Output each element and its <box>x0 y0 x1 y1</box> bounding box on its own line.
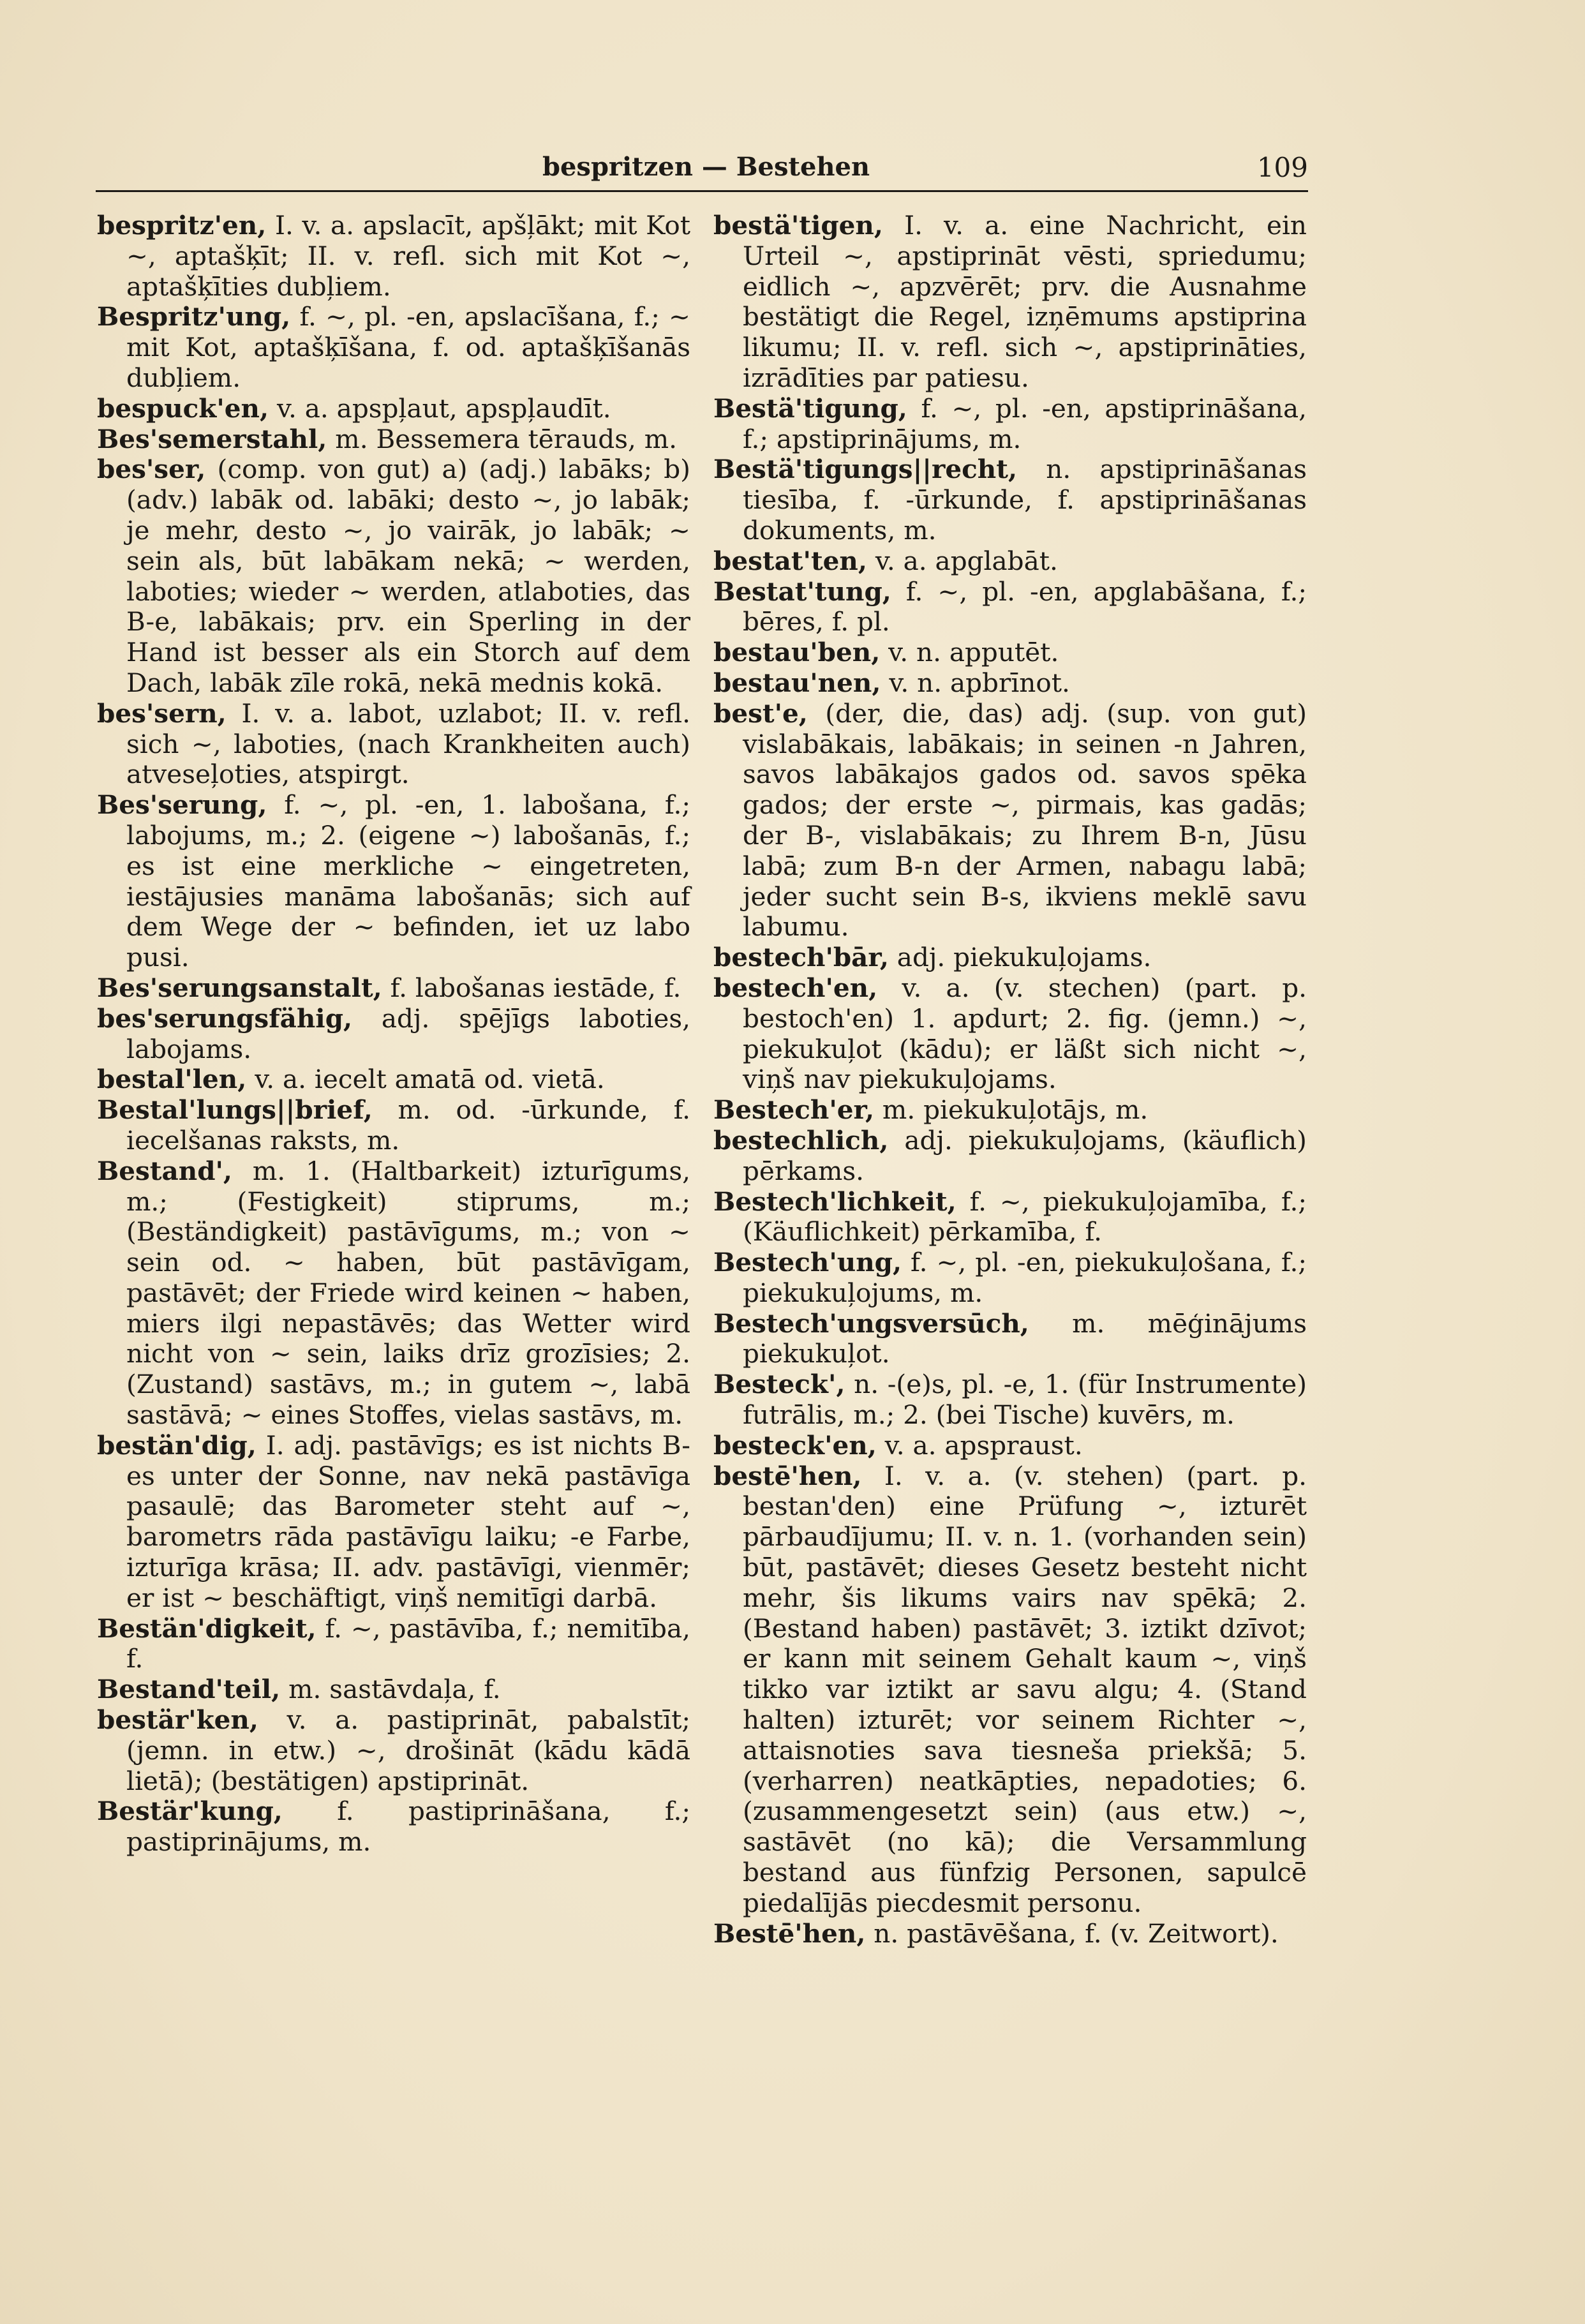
running-header <box>96 147 1308 191</box>
dictionary-entry <box>713 1919 1307 1949</box>
entry-definition: adj. spējīgs laboties, labojams. <box>126 1002 690 1064</box>
entry-headword: Bestär'kung, <box>97 1796 283 1827</box>
dictionary-entry <box>713 211 1307 394</box>
entry-definition: m. mēģinājums piekukuļot. <box>743 1307 1307 1369</box>
dictionary-entry <box>713 1431 1307 1461</box>
entry-headword: bestär'ken, <box>97 1704 258 1736</box>
entry-headword: Bes'semerstahl, <box>97 423 327 454</box>
dictionary-entry <box>713 942 1307 973</box>
entry-headword: bes'ser, <box>97 454 206 485</box>
entry-definition: v. a. pastiprināt, pabalstīt; (jemn. in etw.) ~, drošināt (kādu kādā lietā); (bestätigen) apstiprināt. <box>126 1704 690 1796</box>
entry-definition: f. ~, pl. -en, apglabāšana, f.; bēres, f. pl. <box>743 576 1307 637</box>
dictionary-entry <box>97 1431 690 1614</box>
entry-definition: I. v. a. labot, uzlabot; II. v. refl. sich ~, laboties, (nach Krankheiten auch) atveseļoties, atspirgt. <box>126 697 690 790</box>
entry-definition: v. a. apglabāt. <box>867 545 1058 576</box>
entry-headword: bestat'ten, <box>713 545 867 576</box>
dictionary-entry <box>713 668 1307 699</box>
entry-headword: bespuck'en, <box>97 392 269 424</box>
dictionary-entry <box>713 1369 1307 1431</box>
entry-definition: f. ~, pl. -en, piekukuļošana, f.; piekukuļojums, m. <box>743 1247 1307 1308</box>
right-column <box>713 211 1307 1949</box>
dictionary-entry <box>97 973 690 1004</box>
dictionary-entry <box>97 1796 690 1858</box>
entry-headword: bespritz'en, <box>97 210 267 241</box>
entry-headword: bes'sern, <box>97 697 227 729</box>
entry-headword: best'e, <box>713 697 808 729</box>
entry-definition: f. ~, pl. -en, apslacīšana, f.; ~ mit Kot, aptašķīšana, f. od. aptašķīšanās dubļiem. <box>126 301 690 393</box>
entry-headword: Besteck', <box>713 1369 845 1400</box>
dictionary-entry <box>713 699 1307 942</box>
entry-headword: Bestand'teil, <box>97 1674 281 1705</box>
entry-definition: v. a. apspraust. <box>876 1429 1083 1461</box>
dictionary-entry <box>97 1674 690 1705</box>
entry-definition: I. v. a. eine Nachricht, ein Urteil ~, apstiprināt vēsti, spriedumu; eidlich ~, apzvērēt; prv. die Ausnahme bestätigt die Regel, izņēmums apstiprina likumu; II. v. refl. sich ~, apstiprināties, izrādīties par patiesu. <box>743 210 1307 393</box>
entry-definition: I. v. a. (v. stehen) (part. p. bestan'den) eine Prüfung ~, izturēt pārbaudījumu; II. v. n. 1. (vorhanden sein) būt, pastāvēt; dieses Gesetz besteht nicht mehr, šis likums vairs nav spēkā; 2. (Bestand haben) pastāvēt; 3. iztikt dzīvot; er kann mit seinem Gehalt kaum ~, viņš tikko var iztikt ar savu algu; 4. (Stand halten) izturēt; vor seinem Richter ~, attaisnoties sava tiesneša priekšā; 5. (verharren) neatkāpties, nepadoties; 6. (zusammengesetzt sein) (aus etw.) ~, sastāvēt (no kā); die Versammlung bestand aus fünfzig Personen, sapulcē piedalījās piecdesmit personu. <box>743 1460 1307 1918</box>
dictionary-entry <box>713 973 1307 1095</box>
dictionary-entry <box>97 424 690 455</box>
entry-definition: v. a. apspļaut, apspļaudīt. <box>269 392 611 424</box>
entry-definition: I. v. a. apslacīt, apšļākt; mit Kot ~, aptašķīt; II. v. refl. sich mit Kot ~, aptašķīties dubļiem. <box>126 210 690 302</box>
entry-headword: Bestē'hen, <box>713 1918 866 1949</box>
entry-definition: v. n. apbrīnot. <box>881 667 1070 698</box>
entry-headword: bestau'nen, <box>713 667 881 698</box>
entry-definition: f. labošanas iestāde, f. <box>382 972 681 1003</box>
dictionary-entry <box>713 1095 1307 1126</box>
entry-headword: bestechlich, <box>713 1124 889 1156</box>
entry-headword: bestau'ben, <box>713 637 881 668</box>
entry-headword: bestē'hen, <box>713 1460 862 1491</box>
entry-headword: Bes'serung, <box>97 789 267 821</box>
dictionary-entry <box>97 1156 690 1431</box>
entry-headword: Bestech'lichkeit, <box>713 1186 956 1217</box>
entry-definition: f. ~, piekukuļojamība, f.; (Käuflichkeit) pērkamība, f. <box>743 1186 1307 1248</box>
entry-definition: m. Bessemera tērauds, m. <box>327 423 678 454</box>
dictionary-entry <box>713 637 1307 668</box>
dictionary-entry <box>713 394 1307 455</box>
entry-headword: Bestech'er, <box>713 1094 875 1126</box>
entry-headword: Bestä'tigung, <box>713 392 907 424</box>
entry-headword: Bestä'tigungs||recht, <box>713 454 1018 485</box>
dictionary-entry <box>97 790 690 973</box>
entry-definition: m. sastāvdaļa, f. <box>280 1674 501 1705</box>
entry-headword: Bestech'ung, <box>713 1247 902 1278</box>
entry-headword: Bestech'ungsversūch, <box>713 1307 1029 1339</box>
entry-headword: Bestal'lungs||brief, <box>97 1094 373 1126</box>
entry-definition: v. a. (v. stechen) (part. p. bestoch'en) 1. apdurt; 2. fig. (jemn.) ~, piekukuļot (kādu); er läßt sich nicht ~, viņš nav piekukuļojams. <box>743 972 1307 1095</box>
entry-headword: besteck'en, <box>713 1429 877 1461</box>
dictionary-entry <box>97 1095 690 1156</box>
entry-definition: v. n. apputēt. <box>880 637 1059 668</box>
entry-headword: bes'serungsfähig, <box>97 1002 353 1034</box>
dictionary-entry <box>97 454 690 698</box>
entry-headword: Bestat'tung, <box>713 576 891 607</box>
entry-headword: Bespritz'ung, <box>97 301 291 332</box>
running-head-title: bespritzen — Bestehen <box>542 152 870 182</box>
dictionary-entry <box>97 699 690 790</box>
entry-definition: I. adj. pastāvīgs; es ist nichts B-es unter der Sonne, nav nekā pastāvīga pasaulē; das Barometer steht auf ~, barometrs rāda pastāvīgu laiku; -e Farbe, izturīga krāsa; II. adv. pastāvīgi, vienmēr; er ist ~ beschäftigt, viņš nemitīgi darbā. <box>126 1429 690 1613</box>
dictionary-entry <box>713 1248 1307 1309</box>
entry-definition: m. piekukuļotājs, m. <box>874 1094 1149 1126</box>
entry-definition: n. -(e)s, pl. -e, 1. (für Instrumente) futrālis, m.; 2. (bei Tische) kuvērs, m. <box>743 1369 1307 1431</box>
entry-headword: Bestand', <box>97 1155 233 1186</box>
entry-definition: f. ~, pastāvība, f.; nemitība, f. <box>126 1613 690 1674</box>
entry-definition: f. ~, pl. -en, 1. labošana, f.; labojums, m.; 2. (eigene ~) labošanās, f.; es ist eine merkliche ~ eingetreten, iestājusies manāma labošanās; sich auf dem Wege der ~ befinden, iet uz labo pusi. <box>126 789 690 973</box>
entry-definition: adj. piekukuļojams, (käuflich) pērkams. <box>743 1124 1307 1186</box>
entry-definition: v. a. iecelt amatā od. vietā. <box>246 1064 605 1095</box>
dictionary-entry <box>97 211 690 302</box>
entry-headword: bestech'bār, <box>713 942 889 973</box>
dictionary-entry <box>713 1187 1307 1248</box>
dictionary-entry <box>713 1126 1307 1187</box>
entry-headword: bestal'len, <box>97 1064 247 1095</box>
dictionary-entry <box>97 1705 690 1796</box>
left-column <box>97 211 690 1858</box>
entry-definition: m. 1. (Haltbarkeit) izturīgums, m.; (Festigkeit) stiprums, m.; (Beständigkeit) pastāvīgums, m.; von ~ sein od. ~ haben, būt pastāvīgam, pastāvēt; der Friede wird keinen ~ haben, miers ilgi nepastāvēs; das Wetter wird nicht von ~ sein, laiks drīz grozīsies; 2. (Zustand) sastāvs, m.; in gutem ~, labā sastāvā; ~ eines Stoffes, vielas sastāvs, m. <box>126 1155 690 1431</box>
entry-headword: bestän'dig, <box>97 1429 257 1461</box>
dictionary-entry <box>713 1461 1307 1919</box>
entry-definition: n. pastāvēšana, f. (v. Zeitwort). <box>865 1918 1279 1949</box>
dictionary-entry <box>97 1004 690 1065</box>
dictionary-entry <box>713 454 1307 546</box>
entry-definition: n. apstiprināšanas tiesība, f. -ūrkunde, f. apstiprināšanas dokuments, m. <box>743 454 1307 546</box>
entry-headword: Bestän'digkeit, <box>97 1613 316 1644</box>
entry-definition: f. pastiprināšana, f.; pastiprinājums, m. <box>126 1796 690 1858</box>
dictionary-entry <box>713 577 1307 638</box>
dictionary-entry <box>97 1064 690 1095</box>
header-rule <box>96 190 1308 192</box>
entry-headword: bestä'tigen, <box>713 210 883 241</box>
entry-definition: m. od. -ūrkunde, f. iecelšanas raksts, m. <box>126 1094 690 1156</box>
entry-definition: (comp. von gut) a) (adj.) labāks; b) (adv.) labāk od. labāki; desto ~, jo labāk; je mehr, desto ~, jo vairāk, jo labāk; ~ sein als, būt labākam nekā; ~ werden, laboties; wieder ~ werden, atlaboties, das B-e, labākais; prv. ein Sperling in der Hand ist besser als ein Storch auf dem Dach, labāk zīle rokā, nekā mednis kokā. <box>126 454 690 698</box>
dictionary-entry <box>97 394 690 424</box>
dictionary-entry <box>97 1614 690 1675</box>
entry-definition: adj. piekukuļojams. <box>888 942 1152 973</box>
entry-headword: Bes'serungsanstalt, <box>97 972 382 1003</box>
entry-definition: f. ~, pl. -en, apstiprināšana, f.; apstiprinājums, m. <box>743 392 1307 454</box>
dictionary-entry <box>713 1309 1307 1370</box>
entry-definition: (der, die, das) adj. (sup. von gut) vislabākais, labākais; in seinen -n Jahren, savos labākajos gados od. savos spēka gados; der erste ~, pirmais, kas gadās; der B-, vislabākais; zu Ihrem B-n, Jūsu labā; zum B-n der Armen, nabagu labā; jeder sucht sein B-s, ikviens meklē savu labumu. <box>743 697 1307 942</box>
dictionary-entry <box>97 302 690 393</box>
page-number: 109 <box>1256 152 1308 183</box>
entry-headword: bestech'en, <box>713 972 878 1003</box>
dictionary-entry <box>713 546 1307 577</box>
